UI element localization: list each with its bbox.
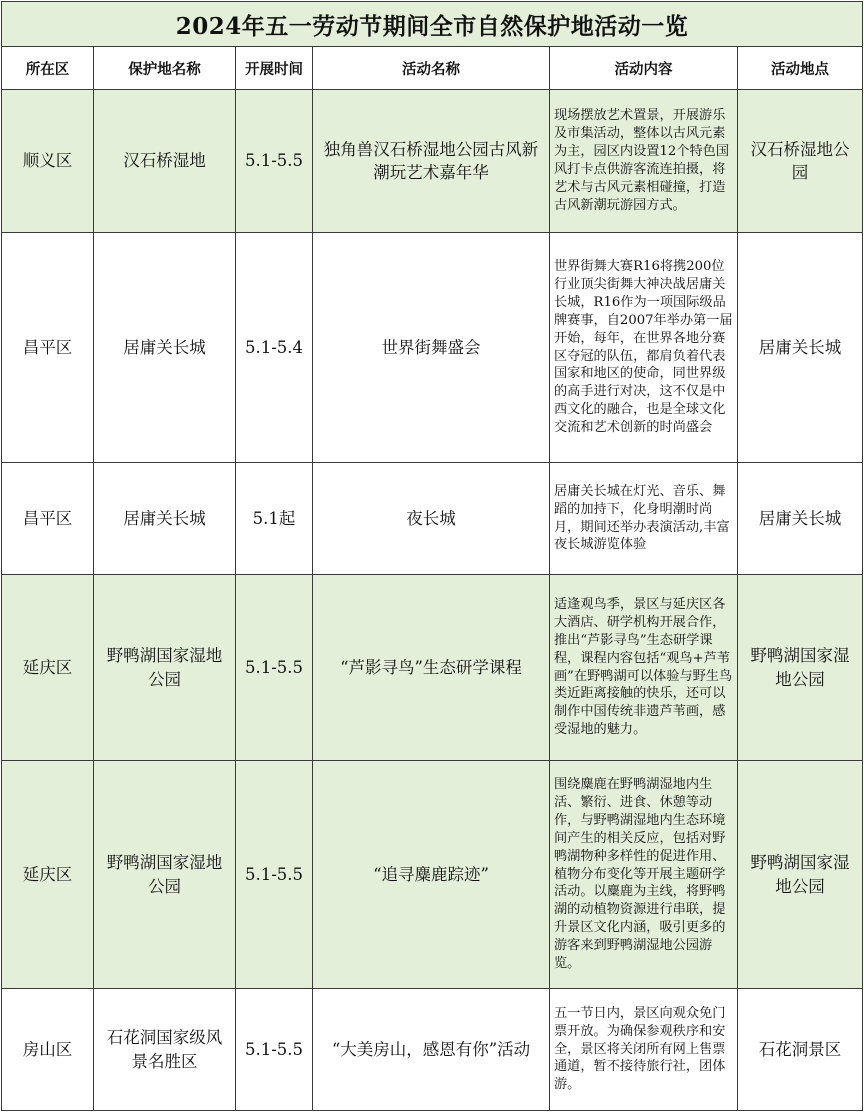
cell-time: 5.1起: [236, 463, 313, 575]
table-row: [2, 463, 863, 575]
header-reserve: 保护地名称: [94, 47, 236, 90]
cell-content: 世界街舞大赛R16将携200位行业顶尖街舞大神决战居庸关长城，R16作为一项国际级品牌赛事，自2007年举办第一届开始，每年，在世界各地分赛区夺冠的队伍，都肩负着代表国家和地区的使命，同世界级的高手进行对决，这不仅是中西文化的融合，也是全球文化交流和艺术创新的时尚盛会: [550, 233, 738, 463]
header-content: 活动内容: [550, 47, 738, 90]
cell-district: 房山区: [2, 989, 94, 1111]
table-row: [2, 761, 863, 989]
cell-district: 昌平区: [2, 233, 94, 463]
cell-district: 顺义区: [2, 90, 94, 233]
cell-content: 五一节日内，景区向观众免门票开放。为确保参观秩序和安全，景区将关闭所有网上售票通道，暂不接待旅行社，团体游。: [550, 989, 738, 1111]
cell-time: 5.1-5.4: [236, 233, 313, 463]
table-row: [2, 90, 863, 233]
cell-reserve: 居庸关长城: [94, 233, 236, 463]
activity-table: [1, 1, 863, 1111]
cell-reserve: 石花洞国家级风景名胜区: [94, 989, 236, 1111]
cell-activity: “大美房山，感恩有你”活动: [313, 989, 550, 1111]
cell-activity: “追寻麋鹿踪迹”: [313, 761, 550, 989]
cell-location: 石花洞景区: [738, 989, 863, 1111]
header-time: 开展时间: [236, 47, 313, 90]
cell-reserve: 野鸭湖国家湿地公园: [94, 575, 236, 761]
cell-content: 围绕麋鹿在野鸭湖湿地内生活、繁衍、进食、休憩等动作，与野鸭湖湿地内生态环境间产生的相关反应，包括对野鸭湖物种多样性的促进作用、植物分布变化等开展主题研学活动。以麋鹿为主线，将野鸭湖的动植物资源进行串联，提升景区文化内涵，吸引更多的游客来到野鸭湖湿地公园游览。: [550, 761, 738, 989]
cell-content: 适逢观鸟季，景区与延庆区各大酒店、研学机构开展合作，推出“芦影寻鸟”生态研学课程，课程内容包括“观鸟+芦苇画”在野鸭湖可以体验与野生鸟类近距离接触的快乐，还可以制作中国传统非遗芦苇画，感受湿地的魅力。: [550, 575, 738, 761]
cell-reserve: 野鸭湖国家湿地公园: [94, 761, 236, 989]
cell-activity: 世界街舞盛会: [313, 233, 550, 463]
header-district: 所在区: [2, 47, 94, 90]
cell-time: 5.1-5.5: [236, 90, 313, 233]
cell-district: 延庆区: [2, 761, 94, 989]
cell-location: 汉石桥湿地公园: [738, 90, 863, 233]
table-row: [2, 233, 863, 463]
cell-location: 居庸关长城: [738, 463, 863, 575]
cell-time: 5.1-5.5: [236, 989, 313, 1111]
cell-activity: 夜长城: [313, 463, 550, 575]
cell-district: 昌平区: [2, 463, 94, 575]
header-activity: 活动名称: [313, 47, 550, 90]
cell-time: 5.1-5.5: [236, 761, 313, 989]
table-title: 2024年五一劳动节期间全市自然保护地活动一览: [2, 2, 863, 47]
cell-content: 居庸关长城在灯光、音乐、舞蹈的加持下，化身明潮时尚月，期间还举办表演活动,丰富夜长城游览体验: [550, 463, 738, 575]
cell-reserve: 汉石桥湿地: [94, 90, 236, 233]
cell-district: 延庆区: [2, 575, 94, 761]
header-location: 活动地点: [738, 47, 863, 90]
cell-reserve: 居庸关长城: [94, 463, 236, 575]
cell-activity: “芦影寻鸟”生态研学课程: [313, 575, 550, 761]
header-row: [2, 47, 863, 90]
table-row: [2, 989, 863, 1111]
cell-activity: 独角兽汉石桥湿地公园古风新潮玩艺术嘉年华: [313, 90, 550, 233]
table-row: [2, 575, 863, 761]
cell-time: 5.1-5.5: [236, 575, 313, 761]
cell-location: 野鸭湖国家湿地公园: [738, 761, 863, 989]
cell-location: 居庸关长城: [738, 233, 863, 463]
cell-content: 现场摆放艺术置景，开展游乐及市集活动，整体以古风元素为主，园区内设置12个特色国风打卡点供游客流连拍摄，将艺术与古风元素相碰撞，打造古风新潮玩游园方式。: [550, 90, 738, 233]
cell-location: 野鸭湖国家湿地公园: [738, 575, 863, 761]
